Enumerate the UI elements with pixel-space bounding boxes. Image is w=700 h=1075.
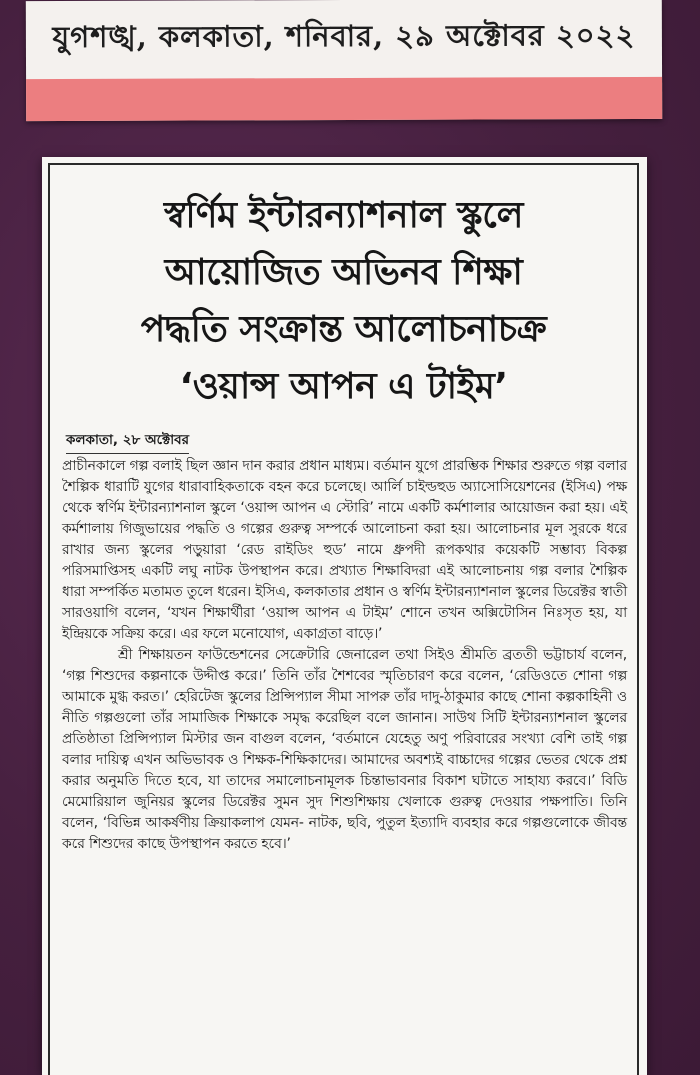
article-headline [58, 187, 629, 415]
article-body [62, 456, 627, 855]
headline-line: পদ্ধতি সংক্রান্ত আলোচনাচক্র [140, 309, 547, 350]
article-paragraph: শ্রী শিক্ষায়তন ফাউন্ডেশনের সেক্রেটারি জেনারেল তথা সিইও শ্রীমতি ব্রততী ভট্টাচার্য বলেন, ‘গল্প শিশুদের কল্পনাকে উদ্দীপ্ত করে।’ তিনি তাঁর শৈশবের স্মৃতিচারণ করে বলেন, ‘রেডিওতে শোনা গল্প আমাকে মুগ্ধ করত।’ হেরিটেজ স্কুলের প্রিন্সিপ্যাল সীমা সাপরু তাঁর দাদু-ঠাকুমার কাছে শোনা কল্পকাহিনী ও নীতি গল্পগুলো তাঁর সামাজিক শিক্ষাকে সমৃদ্ধ করেছিল বলে জানান। সাউথ সিটি ইন্টারন্যাশনাল স্কুলের প্রতিষ্ঠাতা প্রিন্সিপ্যাল মিস্টার জন বাগুল বলেন, ‘বর্তমানে যেহেতু অণু পরিবারের সংখ্যা বেশি তাই গল্প বলার দায়িত্ব এখন অভিভাবক ও শিক্ষক-শিক্ষিকাদের। আমাদের অবশ্যই বাচ্চাদের গল্পের ভেতর থেকে প্রশ্ন করার অনুমতি দিতে হবে, যা তাদের সমালোচনামূলক চিন্তাভাবনার বিকাশ ঘটাতে সাহায্য করবে।’ বিডি মেমোরিয়াল জুনিয়র স্কুলের ডিরেক্টর সুমন সুদ শিশুশিক্ষায় খেলাকে গুরুত্ব দেওয়ার পক্ষপাতি। তিনি বলেন, ‘বিভিন্ন আকর্ষণীয় ক্রিয়াকলাপ যেমন- নাটক, ছবি, পুতুল ইত্যাদি ব্যবহার করে গল্পগুলোকে জীবন্ত করে শিশুদের কাছে উপস্থাপন করতে হবে।’ [62, 647, 627, 852]
masthead-color-band [26, 77, 662, 121]
newspaper-dateline: যুগশঙ্খ, কলকাতা, শনিবার, ২৯ অক্টোবর ২০২২ [52, 17, 636, 55]
headline-line: আয়োজিত অভিনব শিক্ষা [164, 252, 523, 293]
headline-line: স্বর্ণিম ইন্টারন্যাশনাল স্কুলে [164, 195, 523, 236]
headline-line: ‘ওয়ান্স আপন এ টাইম’ [179, 366, 508, 407]
article-byline: কলকাতা, ২৮ অক্টোবর [66, 429, 189, 454]
news-clipping [42, 157, 647, 1075]
article-frame [48, 163, 639, 1075]
article-paragraph: প্রাচীনকালে গল্প বলাই ছিল জ্ঞান দান করার প্রধান মাধ্যম। বর্তমান যুগে প্রারম্ভিক শিক্ষার শুরুতে গল্প বলার শৈল্পিক ধারাটি যুগের ধারাবাহিকতাকে বহন করে চলেছে। আর্লি চাইল্ডহুড অ্যাসোসিয়েশনের (ইসিএ) পক্ষ থেকে স্বর্ণিম ইন্টারন্যাশনাল স্কুলে ‘ওয়ান্স আপন এ স্টোরি’ নামে একটি কর্মশালার আয়োজন করা হয়। এই কর্মশালায় গিজুভায়ের পদ্ধতি ও গল্পের গুরুত্ব সম্পর্কে আলোচনা করা হয়। আলোচনার মূল সুরকে ধরে রাখার জন্য স্কুলের পড়ুয়ারা ‘রেড রাইডিং হুড’ নামে ধ্রুপদী রূপকথার কয়েকটি সম্ভাব্য বিকল্প পরিসমাপ্তিসহ একটি লঘু নাটক উপস্থাপন করে। প্রখ্যাত শিক্ষাবিদরা এই আলোচনায় গল্প বলার শৈল্পিক ধারা সম্পর্কিত মতামত তুলে ধরেন। ইসিএ, কলকাতার প্রধান ও স্বর্ণিম ইন্টারন্যাশনাল স্কুলের ডিরেক্টর স্বাতী সারওয়াগি বলেন, ‘যখন শিক্ষার্থীরা ‘ওয়ান্স আপন এ টাইম’ শোনে তখন অক্সিটোসিন নিঃসৃত হয়, যা ইন্দ্রিয়কে সক্রিয় করে। এর ফলে মনোযোগ, একাগ্রতা বাড়ে।’ [62, 458, 627, 642]
masthead-strip [26, 0, 662, 121]
